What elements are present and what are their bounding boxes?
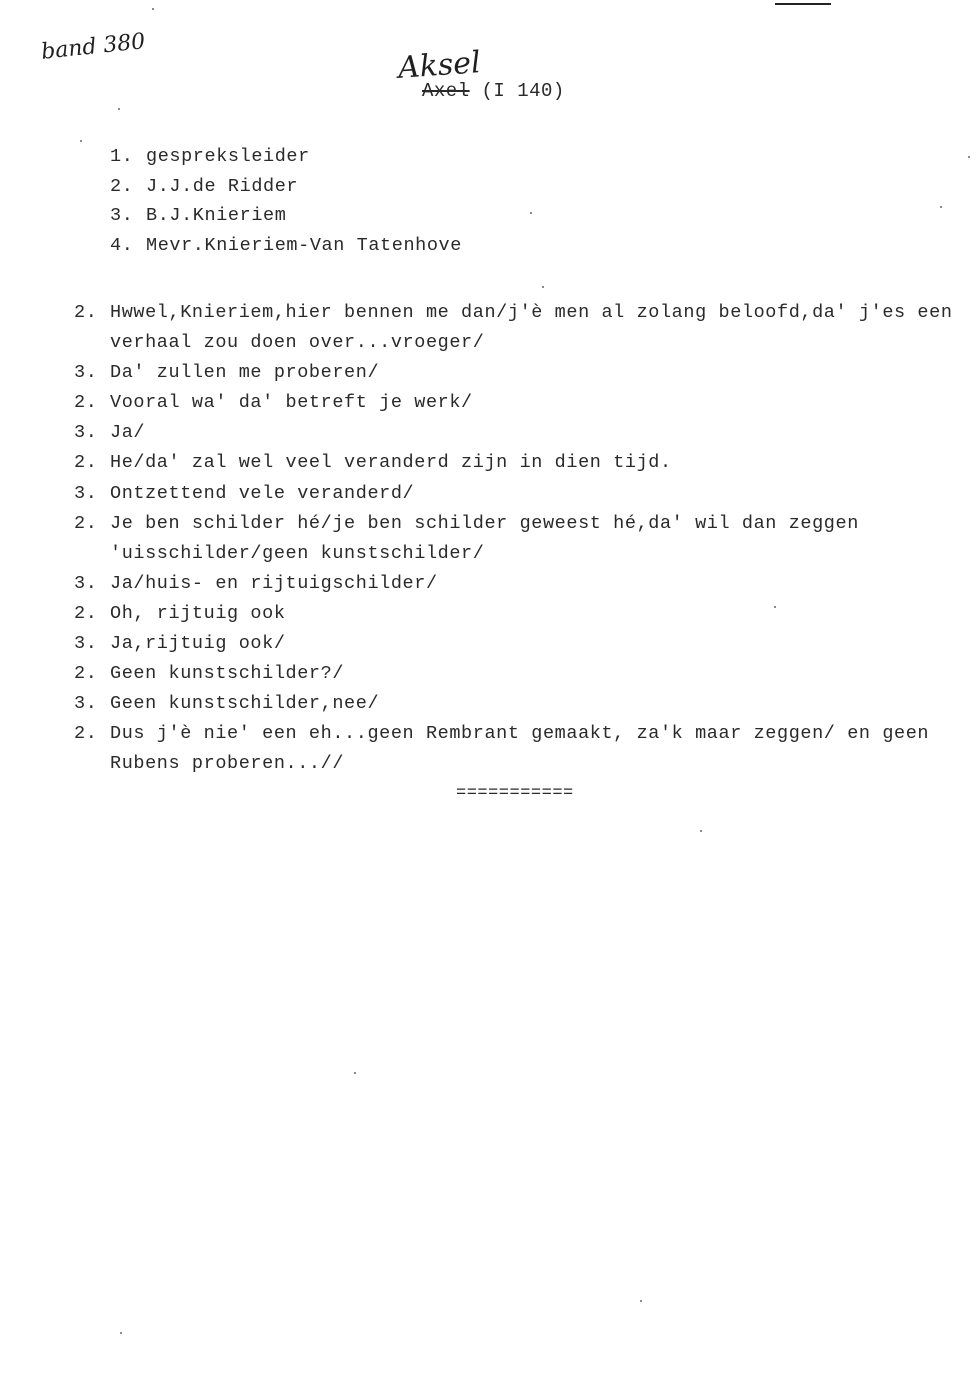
speaker-number: 3. xyxy=(74,633,98,655)
utterance-text: Geen kunstschilder?/ xyxy=(110,663,345,685)
typed-title xyxy=(422,80,565,102)
dialogue-turn xyxy=(74,358,954,388)
handwritten-title-correction: Aksel xyxy=(396,45,482,86)
transcript-dialogue xyxy=(74,298,965,780)
participant-number: 4. xyxy=(110,235,134,257)
dialogue-turn xyxy=(74,448,954,478)
dialogue-turn xyxy=(74,569,954,599)
speaker-number: 3. xyxy=(74,693,98,715)
speaker-number: 3. xyxy=(74,482,98,504)
dialogue-turn xyxy=(74,479,954,509)
speaker-number: 2. xyxy=(74,602,98,624)
struck-title: Axel xyxy=(422,80,470,102)
speaker-number: 3. xyxy=(74,362,98,384)
utterance-text: Oh, rijtuig ook xyxy=(110,602,286,624)
utterance-text: Ja,rijtuig ook/ xyxy=(110,633,286,655)
scan-speck xyxy=(700,830,702,832)
participant-name: Mevr.Knieriem-Van Tatenhove xyxy=(146,235,462,257)
scan-speck xyxy=(774,606,776,608)
participant-name: J.J.de Ridder xyxy=(146,175,299,197)
scan-speck xyxy=(530,212,532,214)
scan-speck xyxy=(542,286,544,288)
dialogue-turn xyxy=(74,388,954,418)
scan-speck xyxy=(968,156,970,158)
participant-name: B.J.Knieriem xyxy=(146,205,287,227)
scan-speck xyxy=(940,206,942,208)
dialogue-turn xyxy=(74,719,954,779)
participant-number: 3. xyxy=(110,205,134,227)
speaker-number: 2. xyxy=(74,512,98,534)
utterance-text: Ja/ xyxy=(110,422,146,444)
speaker-number: 3. xyxy=(74,572,98,594)
dialogue-turn xyxy=(74,689,954,719)
participant-item xyxy=(110,231,462,261)
utterance-text: Ja/huis- en rijtuigschilder/ xyxy=(110,572,438,594)
scan-speck xyxy=(118,108,120,110)
scan-speck xyxy=(80,140,82,142)
speaker-number: 2. xyxy=(74,302,98,323)
handwritten-tape-note: band 380 xyxy=(40,29,147,65)
utterance-text: Dus j'è nie' een eh...geen Rembrant gemaakt, za'k maar zeggen/ en geen Rubens proberen...// xyxy=(110,723,941,775)
utterance-text: He/da' zal wel veel veranderd zijn in dien tijd. xyxy=(110,452,672,474)
utterance-text: Vooral wa' da' betreft je werk/ xyxy=(110,392,473,414)
scan-speck xyxy=(354,1072,356,1074)
top-edge-mark xyxy=(775,3,831,5)
utterance-text: Ontzettend vele veranderd/ xyxy=(110,482,415,504)
speaker-number: 2. xyxy=(74,392,98,414)
dialogue-turn xyxy=(74,418,954,448)
utterance-text: Je ben schilder hé/je ben schilder geweest hé,da' wil dan zeggen 'uisschilder/geen kunstschilder/ xyxy=(110,512,871,564)
utterance-text: Hwwel,Knieriem,hier bennen me dan/j'è men al zolang beloofd,da' j'es een verhaal zou doen over...vroeger/ xyxy=(110,302,965,354)
end-of-transcript-rule: =========== xyxy=(456,784,574,803)
scan-speck xyxy=(120,1332,122,1334)
dialogue-turn xyxy=(74,298,965,358)
speaker-number: 2. xyxy=(74,723,98,745)
scan-speck xyxy=(640,1300,642,1302)
participant-number: 2. xyxy=(110,175,134,197)
dialogue-turn xyxy=(74,599,954,629)
participant-item xyxy=(110,201,462,231)
utterance-text: Da' zullen me proberen/ xyxy=(110,362,380,384)
participant-item xyxy=(110,142,462,172)
document-code: (I 140) xyxy=(481,80,565,102)
participant-name: gespreksleider xyxy=(146,146,310,167)
participant-number: 1. xyxy=(110,146,134,167)
speaker-number: 3. xyxy=(74,422,98,444)
speaker-number: 2. xyxy=(74,663,98,685)
scan-speck xyxy=(152,8,154,10)
dialogue-turn xyxy=(74,509,954,569)
dialogue-turn xyxy=(74,659,954,689)
speaker-number: 2. xyxy=(74,452,98,474)
utterance-text: Geen kunstschilder,nee/ xyxy=(110,693,380,715)
participant-item xyxy=(110,172,462,202)
participant-list xyxy=(110,142,462,261)
dialogue-turn xyxy=(74,629,954,659)
